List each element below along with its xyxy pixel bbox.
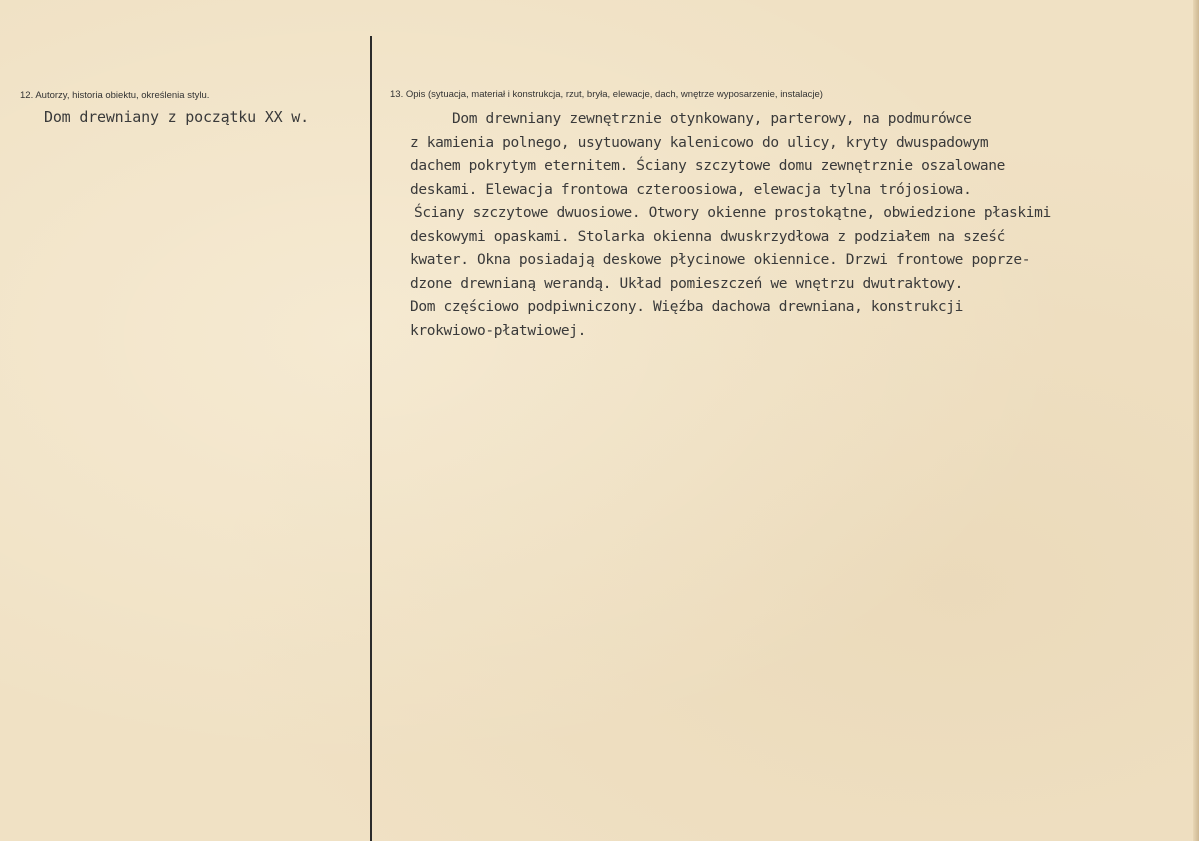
description-line: krokwiowo-płatwiowej. [410,322,586,339]
description-line: Dom drewniany zewnętrznie otynkowany, parterowy, na podmurówce [452,111,972,127]
section-13-label: 13. Opis (sytuacja, materiał i konstrukcja, rzut, bryła, elewacje, dach, wnętrze wyposarzenie, instalacje) [390,89,823,100]
section-12-value: Dom drewniany z początku XX w. [44,108,309,126]
description-line: dzone drewnianą werandą. Układ pomieszczeń we wnętrzu dwutraktowy. [410,275,964,292]
description-line: kwater. Okna posiadają deskowe płycinowe okiennice. Drzwi frontowe poprze- [410,252,1031,268]
section-12-label: 12. Autorzy, historia obiektu, określenia stylu. [20,90,210,101]
description-line: deskami. Elewacja frontowa czteroosiowa, elewacja tylna trójosiowa. [410,181,972,198]
column-divider [370,36,372,841]
description-line: Dom częściowo podpiwniczony. Więźba dachowa drewniana, konstrukcji [410,299,964,315]
description-line: dachem pokrytym eternitem. Ściany szczytowe domu zewnętrznie oszalowane [410,158,1005,174]
section-13-description [410,108,1195,343]
description-line: z kamienia polnego, usytuowany kalenicowo do ulicy, kryty dwuspadowym [410,134,989,151]
description-line: Ściany szczytowe dwuosiowe. Otwory okienne prostokątne, obwiedzione płaskimi [414,205,1051,221]
description-line: deskowymi opaskami. Stolarka okienna dwuskrzydłowa z podziałem na sześć [410,228,1005,245]
